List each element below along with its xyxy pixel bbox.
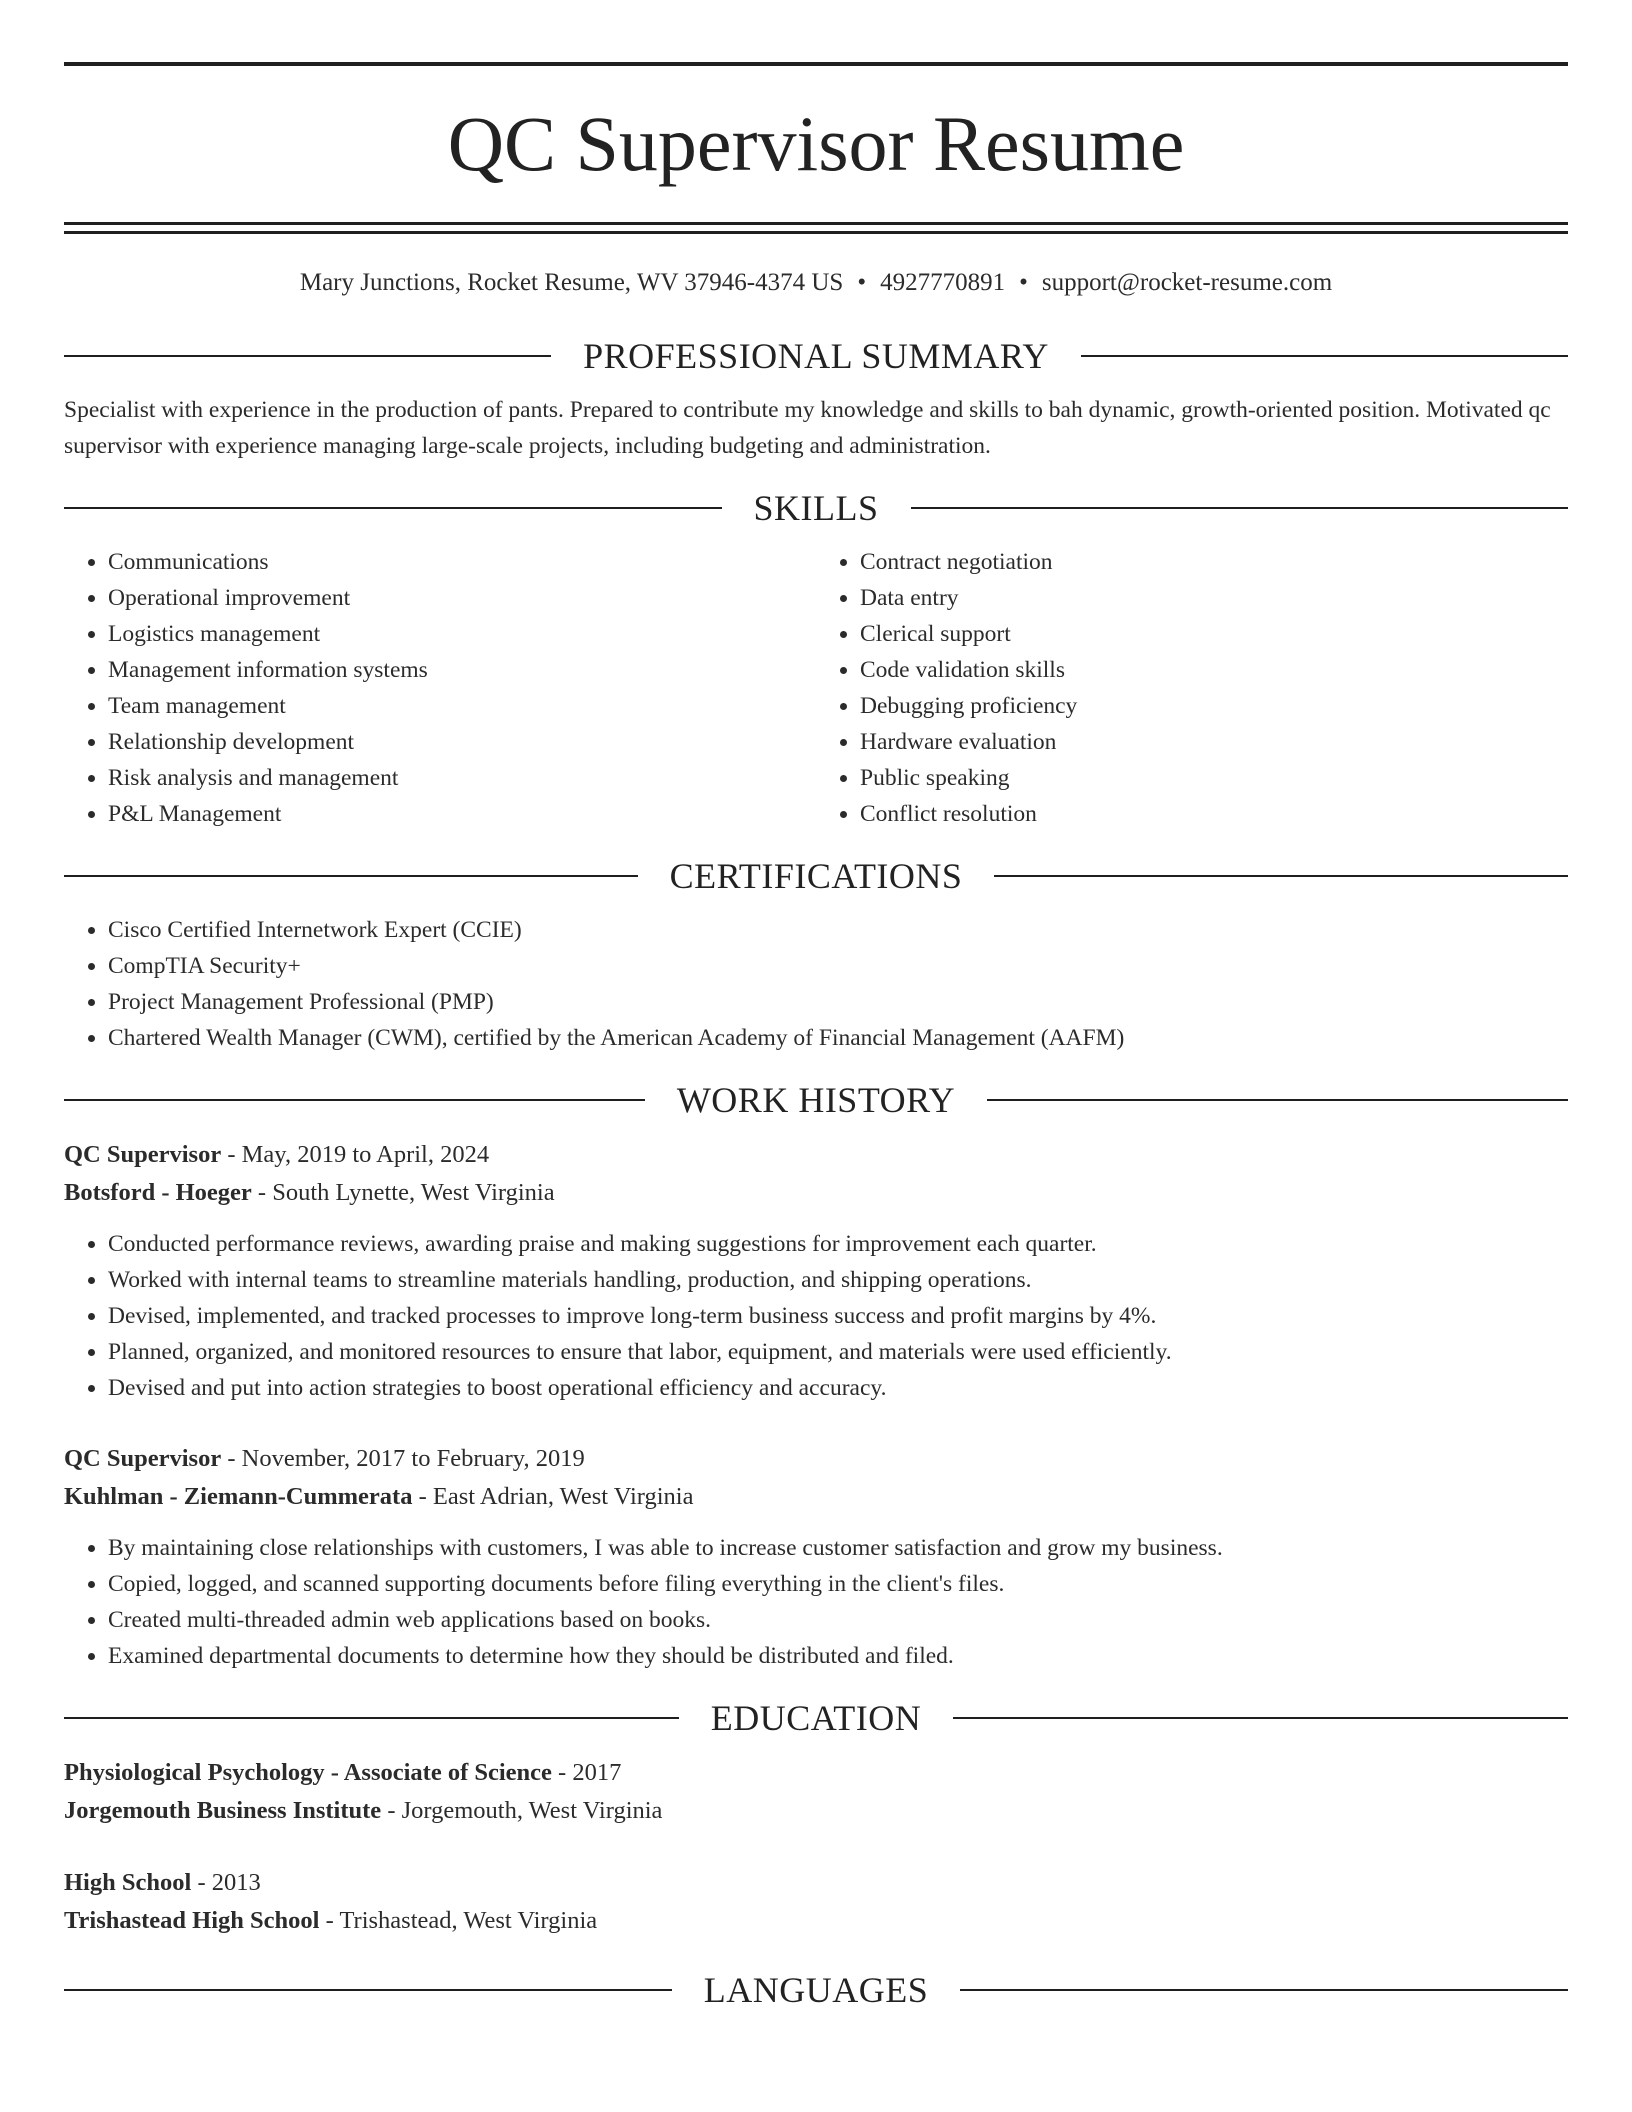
education-entry [64,1864,1568,1940]
job-bullet: • Devised and put into action strategies to boost operational efficiency and accuracy. [108,1370,1568,1406]
section-rule [64,875,638,877]
section-title: LANGUAGES [703,1970,929,2010]
certification-item: • Cisco Certified Internetwork Expert (CCIE) [108,912,1568,948]
job-company-line [64,1478,1568,1516]
section-header-work-history [64,1078,1568,1122]
job-bullet: • Worked with internal teams to streamline materials handling, production, and shipping operations. [108,1262,1568,1298]
job-title: QC Supervisor [64,1445,222,1472]
contact-separator: • [1019,269,1028,296]
skill-item: • Logistics management [108,616,816,652]
skill-item: • Code validation skills [860,652,1568,688]
education-year: - 2013 [191,1869,261,1896]
job-title-line [64,1136,1568,1174]
section-rule [64,1099,645,1101]
certifications-list [64,912,1568,1056]
education-year: - 2017 [551,1759,622,1786]
job-entry [64,1440,1568,1674]
job-bullet: • By maintaining close relationships with customers, I was able to increase customer satisfaction and grow my business. [108,1530,1568,1566]
education-school: Jorgemouth Business Institute [64,1797,382,1824]
education-school-line [64,1902,1568,1940]
section-header-skills [64,486,1568,530]
skill-item: • Conflict resolution [860,796,1568,832]
job-bullet: • Devised, implemented, and tracked processes to improve long-term business success and profit margins by 4%. [108,1298,1568,1334]
title-double-rule [64,222,1568,234]
job-title: QC Supervisor [64,1141,222,1168]
job-dates: - November, 2017 to February, 2019 [221,1445,585,1472]
section-rule [64,355,551,357]
education-degree: Physiological Psychology - Associate of Science [64,1759,552,1786]
certification-item: • Project Management Professional (PMP) [108,984,1568,1020]
skill-item: • Debugging proficiency [860,688,1568,724]
section-rule [64,507,722,509]
education-school-line [64,1792,1568,1830]
contact-address: Mary Junctions, Rocket Resume, WV 37946-4374 US [299,269,844,296]
section-header-certifications [64,854,1568,898]
skill-item: • P&L Management [108,796,816,832]
section-title: PROFESSIONAL SUMMARY [583,336,1049,376]
skill-item: • Management information systems [108,652,816,688]
job-location: - East Adrian, West Virginia [412,1483,694,1510]
job-company: Botsford - Hoeger [64,1179,252,1206]
job-bullets [64,1226,1568,1406]
job-bullet: • Conducted performance reviews, awarding praise and making suggestions for improvement each quarter. [108,1226,1568,1262]
job-bullet: • Planned, organized, and monitored resources to ensure that labor, equipment, and materials were used efficiently. [108,1334,1568,1370]
section-rule [994,875,1568,877]
job-location: - South Lynette, West Virginia [251,1179,555,1206]
skill-item: • Hardware evaluation [860,724,1568,760]
job-company: Kuhlman - Ziemann-Cummerata [64,1483,413,1510]
section-rule [64,1989,672,1991]
job-entry [64,1136,1568,1406]
section-header-summary [64,334,1568,378]
education-school: Trishastead High School [64,1907,320,1934]
summary-text: Specialist with experience in the production of pants. Prepared to contribute my knowledge and skills to bah dynamic, growth-oriented position. Motivated qc supervisor with experience managing large-scale projects, including budgeting and administration. [64,397,1551,459]
job-bullet: • Copied, logged, and scanned supporting documents before filing everything in the client's files. [108,1566,1568,1602]
education-location: - Jorgemouth, West Virginia [381,1797,663,1824]
contact-phone: 4927770891 [880,269,1006,296]
section-rule [960,1989,1568,1991]
section-header-languages [64,1968,1568,2012]
skill-item: • Clerical support [860,616,1568,652]
section-rule [64,1717,679,1719]
skills-column-left [64,544,816,832]
job-title-line [64,1440,1568,1478]
skills-column-right [816,544,1568,832]
education-degree: High School [64,1869,192,1896]
section-rule [911,507,1569,509]
certification-item: • Chartered Wealth Manager (CWM), certified by the American Academy of Financial Management (AAFM) [108,1020,1568,1056]
education-entry [64,1754,1568,1830]
section-title: WORK HISTORY [676,1080,956,1120]
section-title: EDUCATION [710,1698,922,1738]
job-company-line [64,1174,1568,1212]
skill-item: • Risk analysis and management [108,760,816,796]
top-rule [64,62,1568,66]
skill-item: • Contract negotiation [860,544,1568,580]
job-dates: - May, 2019 to April, 2024 [221,1141,490,1168]
contact-email: support@rocket-resume.com [1041,269,1333,296]
skill-item: • Data entry [860,580,1568,616]
job-bullets [64,1530,1568,1674]
skill-item: • Public speaking [860,760,1568,796]
contact-separator: • [857,269,867,296]
skill-item: • Communications [108,544,816,580]
education-degree-line [64,1864,1568,1902]
contact-line [64,266,1568,300]
job-bullet: • Examined departmental documents to determine how they should be distributed and filed. [108,1638,1568,1674]
skills-list [64,544,1568,832]
education-location: - Trishastead, West Virginia [319,1907,598,1934]
section-title: SKILLS [753,488,879,528]
section-header-education [64,1696,1568,1740]
section-rule [1081,355,1568,357]
certification-item: • CompTIA Security+ [108,948,1568,984]
skill-item: • Operational improvement [108,580,816,616]
section-rule [953,1717,1568,1719]
education-degree-line [64,1754,1568,1792]
job-bullet: • Created multi-threaded admin web applications based on books. [108,1602,1568,1638]
skill-item: • Relationship development [108,724,816,760]
section-rule [987,1099,1568,1101]
page-title: QC Supervisor Resume [447,100,1185,187]
section-title: CERTIFICATIONS [669,856,963,896]
skill-item: • Team management [108,688,816,724]
